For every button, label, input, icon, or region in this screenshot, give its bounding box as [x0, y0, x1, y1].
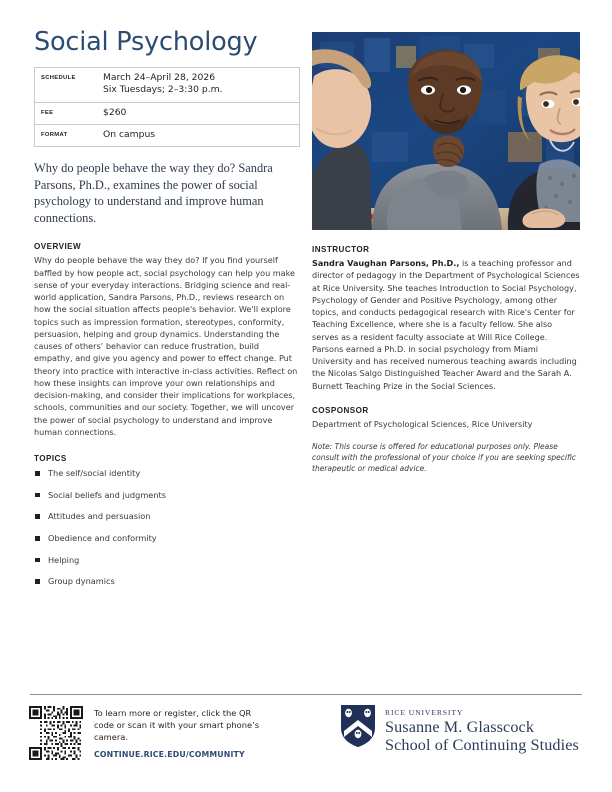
instructor-bio — [312, 257, 580, 392]
schedule-dates: March 24–April 28, 2026 — [103, 72, 216, 84]
list-item — [34, 490, 300, 501]
footer-divider — [30, 694, 582, 695]
instructor-heading: INSTRUCTOR — [312, 245, 370, 254]
overview-text: Why do people behave the way they do? If you find yourself baffled by how people act, social psychology can help you make sense of your everyday interactions. Bridging science and real-world application, Sandra Parsons, Ph.D., reviews research on how the social situation affects people's behavior. We'll explore topics such as impression formation, stereotypes, conformity, persuasion, helping and group dynamics. Understanding the causes of others’ behavior can reduce frustration, build empathy, and give you agency and power to effect change. Put theory into practice with interactive in-class activities. Reflect on how these insights can improve your own relationships and decision-making, and consider their implications for workplaces, schools, communities and our society. Together, we will uncover the power of social psychology to understand and improve human connections. — [34, 255, 298, 437]
square-bullet-icon — [35, 514, 40, 519]
cosponsor-text: Department of Psychological Sciences, Rice University — [312, 418, 533, 429]
course-lede: Why do people behave the way they do? Sandra Parsons, Ph.D., examines the power of social psychology to understand and improve human connections. — [34, 160, 273, 225]
qr-caption: To learn more or register, click the QR code or scan it with your smart phone’s camera. — [94, 708, 260, 742]
right-column — [312, 32, 580, 474]
square-bullet-icon — [35, 579, 40, 584]
list-item — [34, 555, 300, 566]
overview-heading: OVERVIEW — [34, 242, 82, 252]
detail-value-fee: $260 — [103, 106, 127, 118]
footer-registration-block — [29, 706, 260, 760]
square-bullet-icon — [35, 536, 40, 541]
rice-glasscock-logo — [340, 704, 579, 755]
instructor-name: Sandra Vaughan Parsons, Ph.D., — [312, 258, 460, 268]
rice-shield-icon — [340, 704, 376, 748]
instructor-bio-text: is a teaching professor and director of pedagogy in the Department of Psychological Sciences at Rice University. She teaches Introduction to Social Psychology, Psychology of Gender and Positive Psychology, among other topics, and conducts pedagogical research with Rice's Center for Teaching Excellence, where she is a faculty fellow. She also serves as a resident faculty associate at Will Rice College. Parsons earned a Ph.D. in social psychology from Miami University and has received numerous teaching awards including the Nicolas Salgo Distinguished Teacher Award and the Sarah A. Burnett Teaching Prize in the Social Sciences. — [312, 258, 580, 391]
topic-label: Obedience and conformity — [48, 533, 157, 544]
table-row — [35, 68, 300, 102]
footer-text-wrap — [94, 706, 260, 759]
classroom-discussion-photo — [312, 32, 580, 230]
logo-superline: RICE UNIVERSITY — [385, 708, 464, 717]
list-item — [34, 468, 300, 479]
instructor-section — [312, 245, 580, 392]
registration-url-link[interactable]: CONTINUE.RICE.EDU/COMMUNITY — [94, 750, 245, 760]
detail-label-format: FORMAT — [41, 131, 68, 138]
square-bullet-icon — [35, 493, 40, 498]
square-bullet-icon — [35, 471, 40, 476]
topic-label: Social beliefs and judgments — [48, 489, 166, 500]
qr-code-icon[interactable] — [29, 706, 83, 760]
disclaimer-note: Note: This course is offered for educational purposes only. Please consult with the professional of your choice if you are seeking specific therapeutic or medical advice. — [312, 441, 576, 473]
detail-label-schedule: SCHEDULE — [41, 75, 76, 82]
topics-list — [34, 468, 300, 587]
page-title: Social Psychology — [34, 27, 258, 57]
detail-value-format: On campus — [103, 128, 156, 140]
topics-heading: TOPICS — [34, 454, 67, 464]
topic-label: Helping — [48, 554, 80, 565]
cosponsor-heading: COSPONSOR — [312, 405, 369, 415]
topic-label: The self/social identity — [48, 468, 141, 479]
logo-line-2: School of Continuing Studies — [385, 736, 579, 755]
logo-wordmark — [385, 704, 579, 755]
list-item — [34, 576, 300, 587]
table-row — [35, 102, 300, 124]
course-details-table — [34, 67, 300, 147]
schedule-times: Six Tuesdays; 2–3:30 p.m. — [103, 84, 223, 96]
square-bullet-icon — [35, 558, 40, 563]
left-column — [34, 28, 300, 598]
topic-label: Attitudes and persuasion — [48, 511, 151, 522]
detail-label-fee: FEE — [41, 109, 54, 116]
list-item — [34, 533, 300, 544]
list-item — [34, 511, 300, 522]
detail-value-schedule — [97, 68, 300, 102]
table-row — [35, 124, 300, 146]
topic-label: Group dynamics — [48, 576, 115, 587]
cosponsor-section — [312, 406, 580, 430]
logo-line-1: Susanne M. Glasscock — [385, 718, 535, 736]
